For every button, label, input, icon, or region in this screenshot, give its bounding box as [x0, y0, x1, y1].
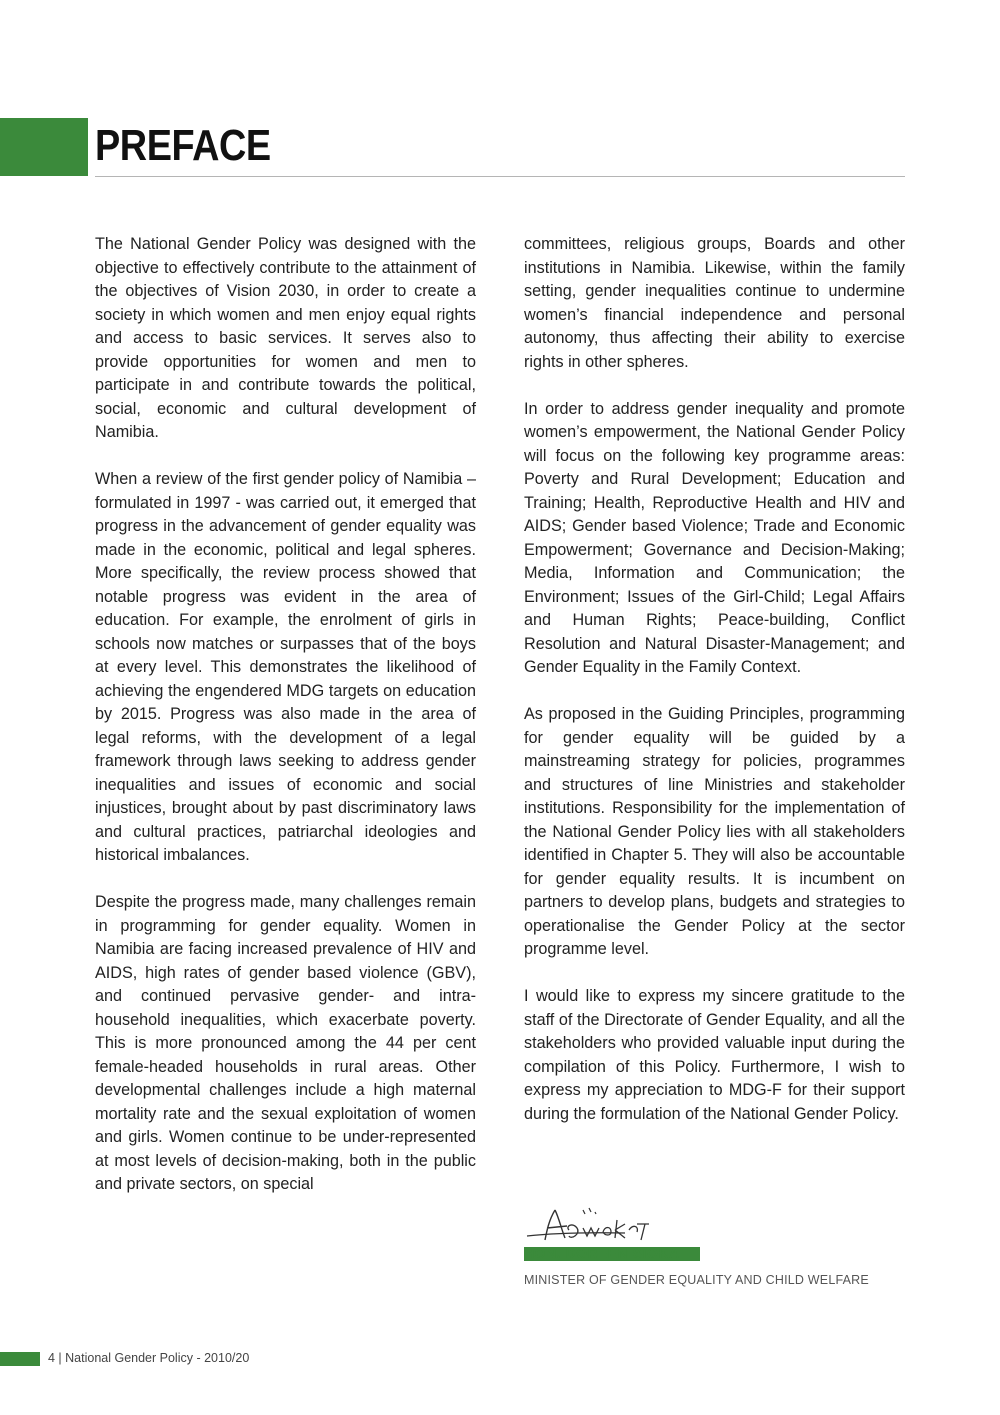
page-footer: 4 | National Gender Policy - 2010/20	[48, 1351, 250, 1365]
right-column	[524, 233, 905, 1150]
page-title: PREFACE	[95, 121, 271, 170]
signatory-name: HON. DOREEN SIOKA	[524, 1245, 680, 1261]
paragraph: Despite the progress made, many challenges remain in programming for gender equality. Women in Namibia are facing increased prevalence of HIV and AIDS, high rates of gender based violence (GBV), and continued pervasive gender- and intra-household inequalities, which exacerbate poverty. This is more pronounced among the 44 per cent female-headed households in rural areas. Other developmental challenges include a high maternal mortality rate and the sexual exploitation of women and girls. Women continue to be under-represented at most levels of decision-making, both in the public and private sectors, on special	[95, 893, 476, 1193]
title-divider	[95, 176, 905, 177]
paragraph: In order to address gender inequality and promote women’s empowerment, the National Gender Policy will focus on the following key programme areas: Poverty and Rural Development; Education and Training; Health, Reproductive Health and HIV and AIDS; Gender based Violence; Trade and Economic Empowerment; Governance and Decision-Making; Media, Information and Communication; the Environment; Issues of the Girl-Child; Legal Affairs and Human Rights; Peace-building, Conflict Resolution and Natural Disaster-Management; and Gender Equality in the Family Context.	[524, 399, 905, 676]
paragraph: When a review of the first gender policy of Namibia – formulated in 1997 - was carried out, it emerged that progress in the advancement of gender equality was made in the economic, political and legal spheres. More specifically, the review process showed that notable progress was evident in the area of education. For example, the enrolment of girls in schools now matches or surpasses that of the boys at every level. This demonstrates the likelihood of achieving the engendered MDG targets on education by 2015. Progress was also made in the area of legal reforms, with the development of a legal framework through laws seeking to address gender inequalities and issues of economic and social injustices, brought about by past discriminatory laws and cultural practices, patriarchal ideologies and historical imbalances.	[95, 470, 476, 864]
paragraph: I would like to express my sincere gratitude to the staff of the Directorate of Gender Equality, and all the stakeholders who provided valuable input during the compilation of this Policy. Furthermore, I wish to express my appreciation to MDG-F for their support during the formulation of the National Gender Policy.	[524, 987, 905, 1123]
paragraph: As proposed in the Guiding Principles, programming for gender equality will be guided by a mainstreaming strategy for policies, programmes and structures of line Ministries and stakeholder institutions. Responsibility for the implementation of the National Gender Policy lies with all stakeholders identified in Chapter 5. They will also be accountable for gender equality results. It is incumbent on partners to develop plans, budgets and strategies to operationalise the Gender Policy at the sector programme level.	[524, 705, 905, 958]
paragraph: The National Gender Policy was designed with the objective to effectively contribute to the attainment of the objectives of Vision 2030, in order to create a society in which women and men enjoy equal rights and access to basic services. It serves also to provide opportunities for women and men to participate in and contribute towards the political, social, economic and cultural development of Namibia.	[95, 235, 476, 441]
footer-accent-bar	[0, 1352, 40, 1366]
header-accent-block	[0, 118, 88, 176]
paragraph: committees, religious groups, Boards and other institutions in Namibia. Likewise, within the family setting, gender inequalities continue to undermine women’s financial independence and personal autonomy, thus affecting their ability to exercise rights in other spheres.	[524, 235, 905, 371]
signatory-title: MINISTER OF GENDER EQUALITY AND CHILD WELFARE	[524, 1273, 869, 1287]
left-column	[95, 233, 476, 1220]
